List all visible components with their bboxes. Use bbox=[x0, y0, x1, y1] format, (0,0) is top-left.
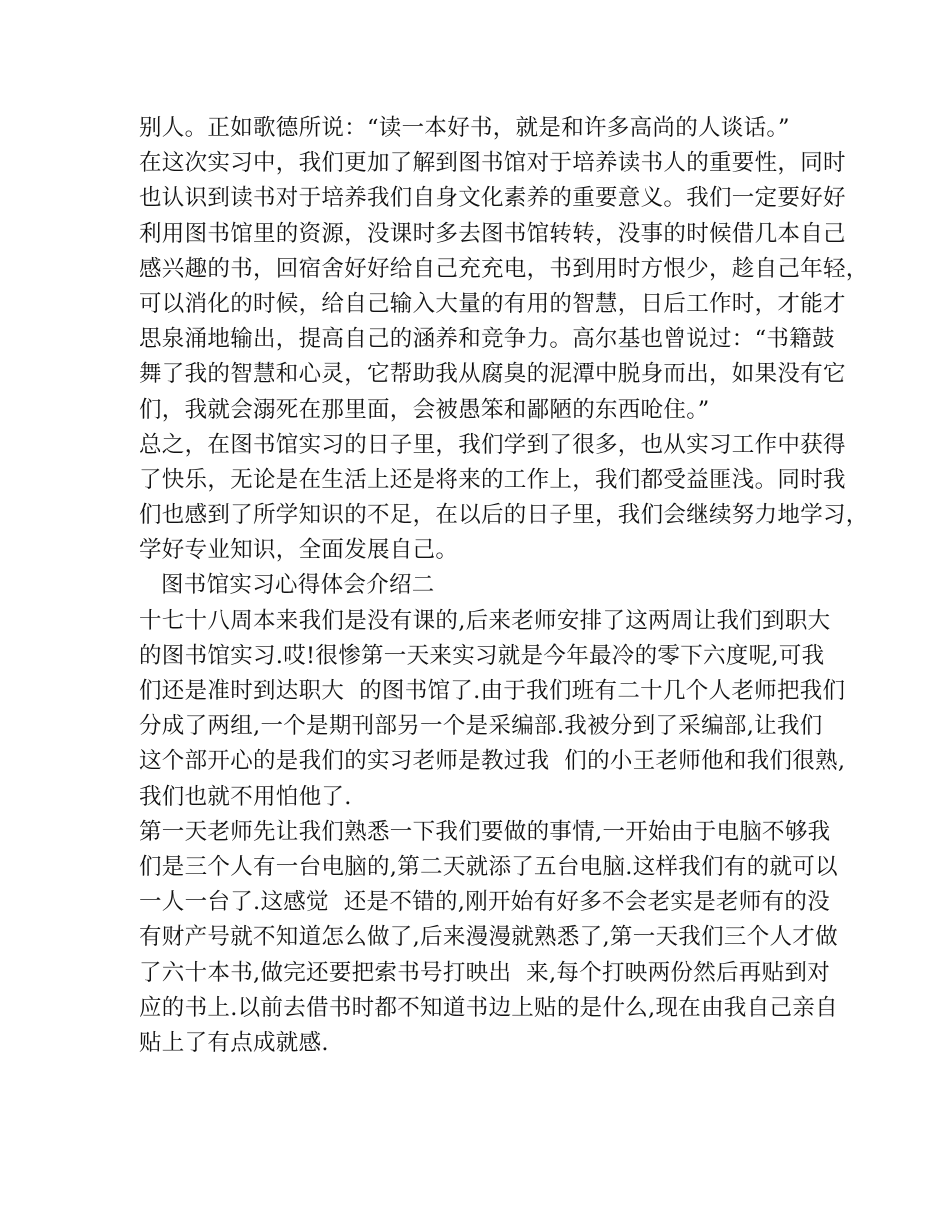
text-line: 学好专业知识，全面发展自己。 bbox=[139, 537, 459, 564]
text-line: 们也感到了所学知识的不足，在以后的日子里，我们会继续努力地学习， bbox=[139, 502, 869, 529]
text-line: 了快乐，无论是在生活上还是将来的工作上，我们都受益匪浅。同时我 bbox=[139, 466, 846, 493]
text-line: 们还是准时到达职大 的图书馆了.由于我们班有二十几个人老师把我们 bbox=[139, 678, 846, 704]
text-line: 的图书馆实习.哎!很惨第一天来实习就是今年最冷的零下六度呢,可我 bbox=[139, 642, 825, 669]
section-heading bbox=[139, 568, 839, 603]
text-line: 可以消化的时候，给自己输入大量的有用的智慧，日后工作时，才能才 bbox=[139, 290, 846, 317]
paragraph-summary bbox=[139, 428, 869, 569]
text-line: 第一天老师先让我们熟悉一下我们要做的事情,一开始由于电脑不够我 bbox=[139, 818, 831, 845]
text-line: 思泉涌地输出，提高自己的涵养和竞争力。高尔基也曾说过：“书籍鼓 bbox=[139, 326, 835, 353]
text-line: 舞了我的智慧和心灵，它帮助我从腐臭的泥潭中脱身而出，如果没有它 bbox=[139, 361, 846, 388]
paragraph-library-importance bbox=[139, 146, 869, 428]
text-line: 分成了两组,一个是期刊部另一个是采编部.我被分到了采编部,让我们 bbox=[139, 713, 823, 740]
text-line: 感兴趣的书，回宿舍好好给自己充充电，书到用时方恨少，趁自己年轻， bbox=[139, 255, 869, 282]
paragraph-first-day bbox=[139, 815, 839, 1061]
text-line: 们，我就会溺死在那里面，会被愚笨和鄙陋的东西呛住。” bbox=[139, 396, 710, 423]
document-body bbox=[139, 111, 869, 1061]
text-line: 十七十八周本来我们是没有课的,后来老师安排了这两周让我们到职大 bbox=[139, 607, 831, 634]
text-line: 们是三个人有一台电脑的,第二天就添了五台电脑.这样我们有的就可以 bbox=[139, 853, 838, 880]
text-line: 在这次实习中，我们更加了解到图书馆对于培养读书人的重要性，同时 bbox=[139, 150, 846, 177]
text-line: 图书馆实习心得体会介绍二 bbox=[161, 572, 435, 599]
text-line: 一人一台了.这感觉 还是不错的,刚开始有好多不会老实是老师有的没 bbox=[139, 889, 831, 916]
text-line: 应的书上.以前去借书时都不知道书边上贴的是什么,现在由我自己亲自 bbox=[139, 994, 838, 1021]
text-line: 我们也就不用怕他了. bbox=[139, 783, 352, 810]
text-line: 有财产号就不知道怎么做了,后来漫漫就熟悉了,第一天我们三个人才做 bbox=[139, 924, 838, 951]
text-line: 了六十本书,做完还要把索书号打映出 来,每个打映两份然后再贴到对 bbox=[139, 959, 831, 986]
text-line: 也认识到读书对于培养我们自身文化素养的重要意义。我们一定要好好 bbox=[139, 185, 846, 212]
text-line: 利用图书馆里的资源，没课时多去图书馆转转，没事的时候借几本自己 bbox=[139, 220, 846, 247]
text-line: 这个部开心的是我们的实习老师是教过我 们的小王老师他和我们很熟, bbox=[139, 748, 846, 775]
paragraph-goethe-quote bbox=[139, 111, 839, 146]
text-line: 贴上了有点成就感. bbox=[139, 1029, 329, 1056]
text-line: 总之，在图书馆实习的日子里，我们学到了很多，也从实习工作中获得 bbox=[139, 431, 846, 458]
text-line: 别人。正如歌德所说：“读一本好书，就是和许多高尚的人谈话。” bbox=[139, 115, 790, 141]
paragraph-internship-arrangement bbox=[139, 604, 846, 815]
